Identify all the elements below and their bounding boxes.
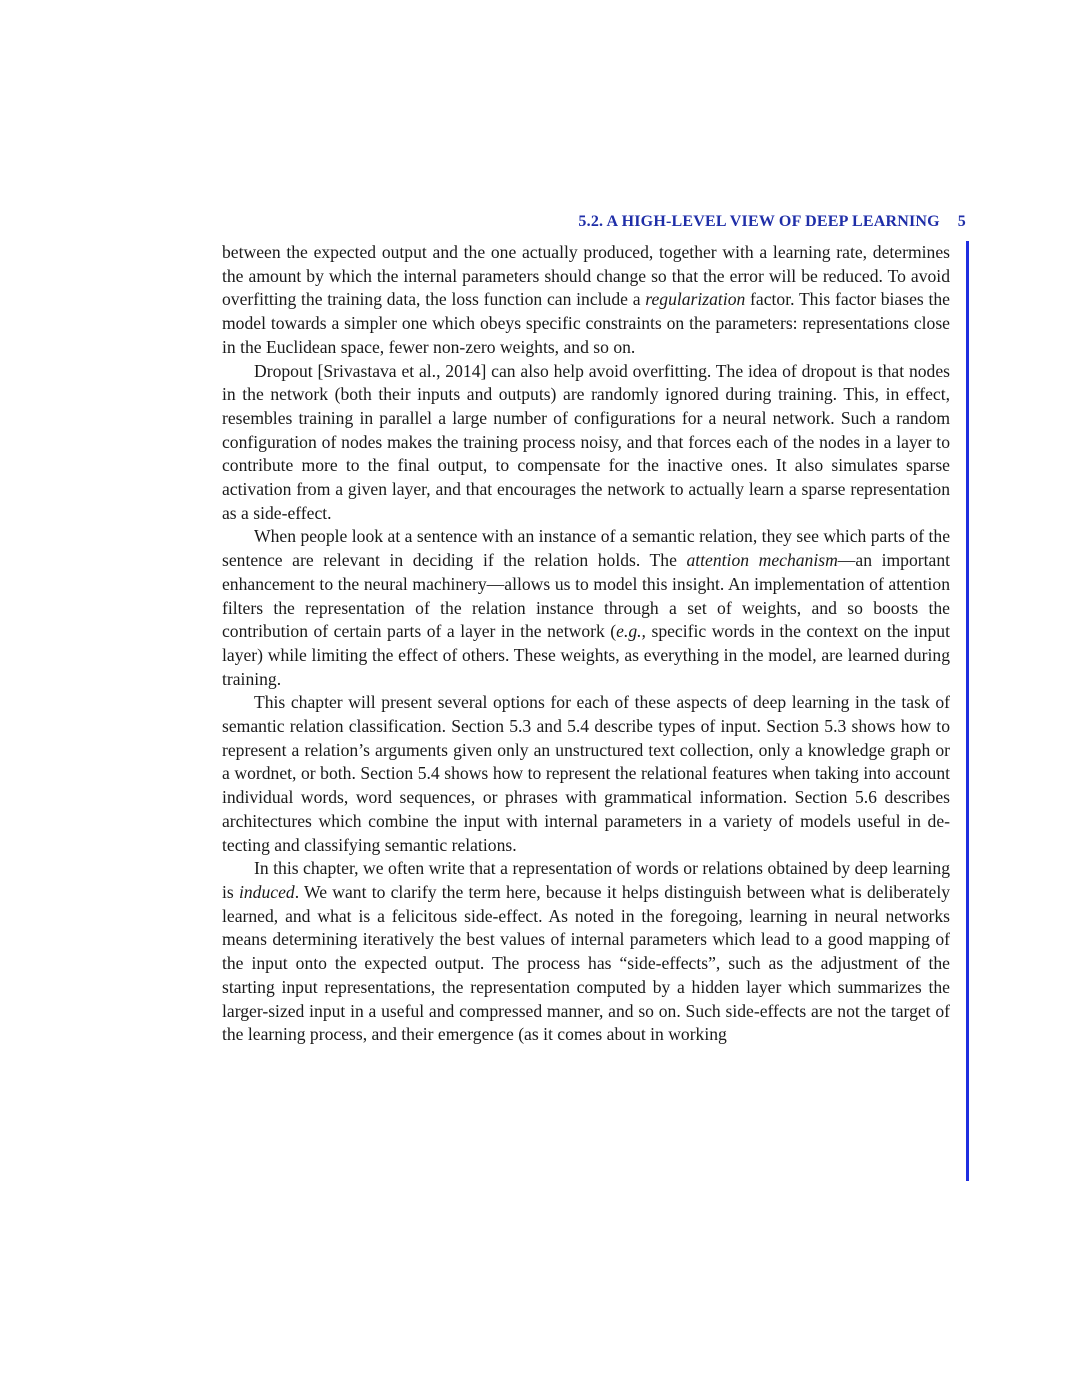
body-text (222, 241, 950, 1047)
term-attention-mechanism: attention mechanism (686, 550, 838, 571)
paragraph-dropout: Dropout [Srivastava et al., 2014] can also help avoid overfitting. The idea of dropout is that nodes in the network (both their inputs and outputs) are randomly ignored during training. This, in effect, resembles training in parallel a large number of configurations for a neural network. Such a random configuration of nodes makes the training process noisy, and that forces each of the nodes in a layer to contribute more to the final output, to compensate for the inactive ones. It also simulates sparse activation from a given layer, and that encourages the network to actually learn a sparse representation as a side-effect. (222, 360, 950, 523)
term-regularization: regularization (645, 289, 746, 310)
term-induced: induced (238, 881, 295, 902)
paragraph-induced: In this chapter, we often write that a representation of words or relations obtained by deep learning is induced. We want to clarify the term here, because it helps distinguish between what is deliberately learned, and what is a felicitous side-effect. As noted in the foregoing, learning in neural networks means determining iteratively the best values of internal parameters which lead to a good mapping of the input onto the expected output. The process has “side-effects”, such as the adjustment of the starting input representations, the representation computed by a hidden layer which summarizes the larger-sized input in a useful and compressed manner, and so on. Such side-effects are not the target of the learning process, and their emergence (as it comes about in working (222, 858, 950, 1045)
paragraph-chapter-overview: This chapter will present several options for each of these aspects of deep learning in the task of semantic relation classification. Section 5.3 and 5.4 describe types of input. Section 5.3 shows how to represent a relation’s arguments given only an unstructured text collection, only a knowledge graph or a wordnet, or both. Section 5.4 shows how to represent the relational features when taking into account individual words, word sequences, or phrases with grammatical information. Section 5.6 describes architectures which combine the input with internal parameters in a variety of models useful in de-tecting and classifying semantic relations. (222, 692, 950, 855)
page-number: 5 (957, 213, 966, 230)
section-title: 5.2. A HIGH-LEVEL VIEW OF DEEP LEARNING (578, 213, 940, 230)
change-bar (966, 241, 969, 1181)
paragraph-loss-function: between the expected output and the one actually produced, together with a learning rate, determines the amount by which the internal parameters should change so that the error will be reduced. To avoid overfitting the training data, the loss function can include a regularization factor. This factor biases the model towards a simpler one which obeys specific constraints on the parameters: representations close in the Euclidean space, fewer non-zero weights, and so on. (222, 242, 950, 357)
paragraph-attention: When people look at a sentence with an instance of a semantic relation, they see which parts of the sentence are relevant in deciding if the relation holds. The attention mechanism—an important enhancement to the neural machinery—allows us to model this insight. An implementation of attention filters the representation of the relation instance through a set of weights, and so boosts the contribution of certain parts of a layer in the network (e.g., specific words in the context on the input layer) while limiting the effect of others. These weights, as everything in the model, are learned during training. (222, 526, 951, 689)
running-header (222, 213, 966, 235)
term-eg: e.g., (616, 621, 646, 642)
